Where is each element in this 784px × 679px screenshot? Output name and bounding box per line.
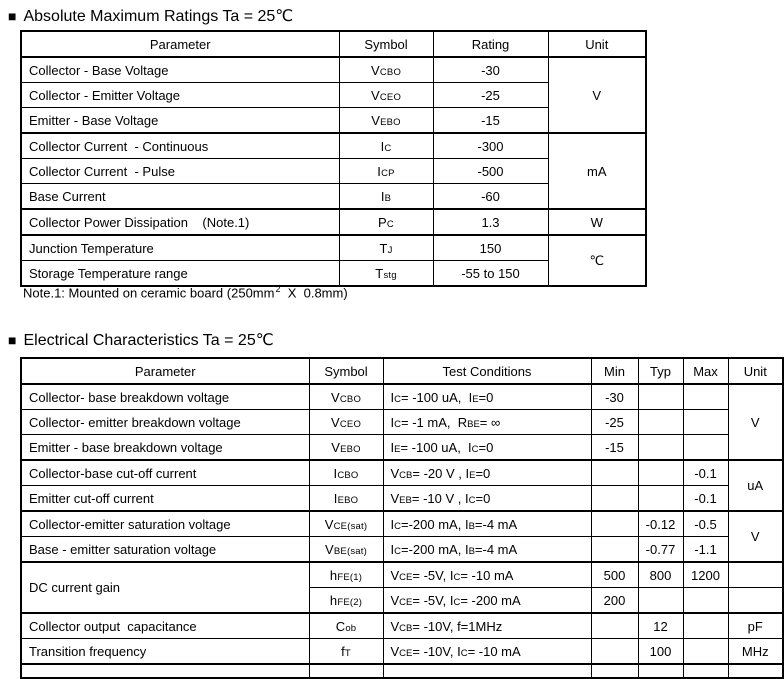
min-cell [591, 613, 638, 639]
symbol-cell: hFE(1) [309, 562, 383, 588]
cond-cell: VCB= -10V, f=1MHz [383, 613, 591, 639]
symbol-cell: IC [339, 133, 433, 159]
typ-cell [638, 435, 683, 461]
typ-cell: 100 [638, 639, 683, 665]
cond-cell: IC= -1 mA, RBE= ∞ [383, 410, 591, 435]
symbol-cell: VCE(sat) [309, 511, 383, 537]
rating-cell: 1.3 [433, 209, 548, 235]
max-cell [683, 410, 728, 435]
table-row [21, 537, 783, 563]
section-title-text: Absolute Maximum Ratings Ta = 25℃ [23, 8, 294, 25]
min-cell: 500 [591, 562, 638, 588]
param-cell: Base Current [21, 184, 339, 210]
unit-cell [728, 562, 783, 588]
typ-cell [638, 384, 683, 410]
header-symbol: Symbol [339, 31, 433, 57]
min-cell [591, 664, 638, 678]
param-cell: Collector Current - Pulse [21, 159, 339, 184]
unit-cell: mA [548, 133, 646, 209]
unit-cell: MHz [728, 639, 783, 665]
symbol-cell: VCEO [309, 410, 383, 435]
param-cell: Junction Temperature [21, 235, 339, 261]
param-cell: Base - emitter saturation voltage [21, 537, 309, 563]
cond-cell: VCE= -5V, IC= -10 mA [383, 562, 591, 588]
param-cell: Emitter - base breakdown voltage [21, 435, 309, 461]
unit-cell: uA [728, 460, 783, 511]
param-cell: Collector output capacitance [21, 613, 309, 639]
typ-cell: 12 [638, 613, 683, 639]
min-cell [591, 537, 638, 563]
typ-cell: -0.77 [638, 537, 683, 563]
table-row [21, 460, 783, 486]
max-cell [683, 613, 728, 639]
rating-cell: -60 [433, 184, 548, 210]
min-cell [591, 460, 638, 486]
unit-cell: V [548, 57, 646, 133]
header-parameter: Parameter [21, 31, 339, 57]
symbol-cell [309, 664, 383, 678]
cond-cell: IE= -100 uA, IC=0 [383, 435, 591, 461]
max-cell: -0.1 [683, 486, 728, 512]
symbol-cell: VEBO [309, 435, 383, 461]
symbol-cell: Cob [309, 613, 383, 639]
max-cell: 1200 [683, 562, 728, 588]
rating-cell: -30 [433, 57, 548, 83]
typ-cell [638, 460, 683, 486]
typ-cell: -0.12 [638, 511, 683, 537]
cond-cell: IC=-200 mA, IB=-4 mA [383, 537, 591, 563]
symbol-cell: fT [309, 639, 383, 665]
cond-cell: VEB= -10 V , IC=0 [383, 486, 591, 512]
symbol-cell: hFE(2) [309, 588, 383, 614]
unit-cell: ℃ [548, 235, 646, 286]
table-row [21, 511, 783, 537]
section-title-electrical-characteristics [8, 330, 274, 350]
unit-cell [728, 588, 783, 614]
table-row [21, 133, 646, 159]
table-row [21, 562, 783, 588]
section-title-text: Electrical Characteristics Ta = 25℃ [23, 332, 274, 349]
max-cell [683, 639, 728, 665]
param-cell: Collector- base breakdown voltage [21, 384, 309, 410]
rating-cell: -25 [433, 83, 548, 108]
symbol-cell: VBE(sat) [309, 537, 383, 563]
table-row [21, 435, 783, 461]
header-symbol: Symbol [309, 358, 383, 384]
table-row-clipped [21, 664, 783, 678]
param-cell: Collector Current - Continuous [21, 133, 339, 159]
param-cell: Emitter cut-off current [21, 486, 309, 512]
param-cell: Storage Temperature range [21, 261, 339, 287]
max-cell [683, 384, 728, 410]
header-max: Max [683, 358, 728, 384]
cond-cell: VCB= -20 V , IE=0 [383, 460, 591, 486]
table-row [21, 209, 646, 235]
min-cell [591, 486, 638, 512]
header-min: Min [591, 358, 638, 384]
typ-cell [638, 588, 683, 614]
symbol-cell: Tstg [339, 261, 433, 287]
symbol-cell: VEBO [339, 108, 433, 134]
cond-cell: VCE= -5V, IC= -200 mA [383, 588, 591, 614]
min-cell [591, 639, 638, 665]
symbol-cell: VCBO [339, 57, 433, 83]
symbol-cell: IB [339, 184, 433, 210]
table-row [21, 57, 646, 83]
typ-cell [638, 410, 683, 435]
param-cell: Emitter - Base Voltage [21, 108, 339, 134]
symbol-cell: VCEO [339, 83, 433, 108]
table-row [21, 639, 783, 665]
table-header-row [21, 358, 783, 384]
header-unit: Unit [728, 358, 783, 384]
param-cell: Collector- emitter breakdown voltage [21, 410, 309, 435]
typ-cell: 800 [638, 562, 683, 588]
max-cell: -1.1 [683, 537, 728, 563]
unit-cell [728, 664, 783, 678]
section-bullet-icon: ■ [8, 8, 17, 24]
param-cell [21, 664, 309, 678]
symbol-cell: ICBO [309, 460, 383, 486]
cond-cell: IC= -100 uA, IE=0 [383, 384, 591, 410]
unit-cell: V [728, 511, 783, 562]
table-row [21, 410, 783, 435]
table-header-row [21, 31, 646, 57]
rating-cell: 150 [433, 235, 548, 261]
rating-cell: -15 [433, 108, 548, 134]
max-cell [683, 435, 728, 461]
electrical-characteristics-table [20, 357, 784, 679]
param-cell: Transition frequency [21, 639, 309, 665]
table-row [21, 384, 783, 410]
symbol-cell: VCBO [309, 384, 383, 410]
rating-cell: -300 [433, 133, 548, 159]
cond-cell: IC=-200 mA, IB=-4 mA [383, 511, 591, 537]
unit-cell: V [728, 384, 783, 460]
header-rating: Rating [433, 31, 548, 57]
cond-cell [383, 664, 591, 678]
param-cell: Collector-base cut-off current [21, 460, 309, 486]
table-row [21, 613, 783, 639]
max-cell [683, 588, 728, 614]
symbol-cell: PC [339, 209, 433, 235]
min-cell [591, 511, 638, 537]
header-parameter: Parameter [21, 358, 309, 384]
param-cell: Collector-emitter saturation voltage [21, 511, 309, 537]
header-unit: Unit [548, 31, 646, 57]
min-cell: -15 [591, 435, 638, 461]
absolute-maximum-ratings-table [20, 30, 647, 287]
min-cell: -25 [591, 410, 638, 435]
max-cell [683, 664, 728, 678]
typ-cell [638, 486, 683, 512]
symbol-cell: ICP [339, 159, 433, 184]
max-cell: -0.5 [683, 511, 728, 537]
section-title-absolute-maximum-ratings [8, 6, 293, 26]
cond-cell: VCE= -10V, IC= -10 mA [383, 639, 591, 665]
rating-cell: -55 to 150 [433, 261, 548, 287]
param-cell: DC current gain [21, 562, 309, 613]
footnote: Note.1: Mounted on ceramic board ($250mm^2$ X 0.8mm) [23, 284, 348, 301]
section-bullet-icon: ■ [8, 332, 17, 348]
header-test-conditions: Test Conditions [383, 358, 591, 384]
param-cell: Collector Power Dissipation (Note.1) [21, 209, 339, 235]
table-row [21, 486, 783, 512]
unit-cell: W [548, 209, 646, 235]
symbol-cell: IEBO [309, 486, 383, 512]
max-cell: -0.1 [683, 460, 728, 486]
header-typ: Typ [638, 358, 683, 384]
typ-cell [638, 664, 683, 678]
table-row [21, 235, 646, 261]
param-cell: Collector - Emitter Voltage [21, 83, 339, 108]
param-cell: Collector - Base Voltage [21, 57, 339, 83]
min-cell: -30 [591, 384, 638, 410]
unit-cell: pF [728, 613, 783, 639]
min-cell: 200 [591, 588, 638, 614]
symbol-cell: TJ [339, 235, 433, 261]
rating-cell: -500 [433, 159, 548, 184]
